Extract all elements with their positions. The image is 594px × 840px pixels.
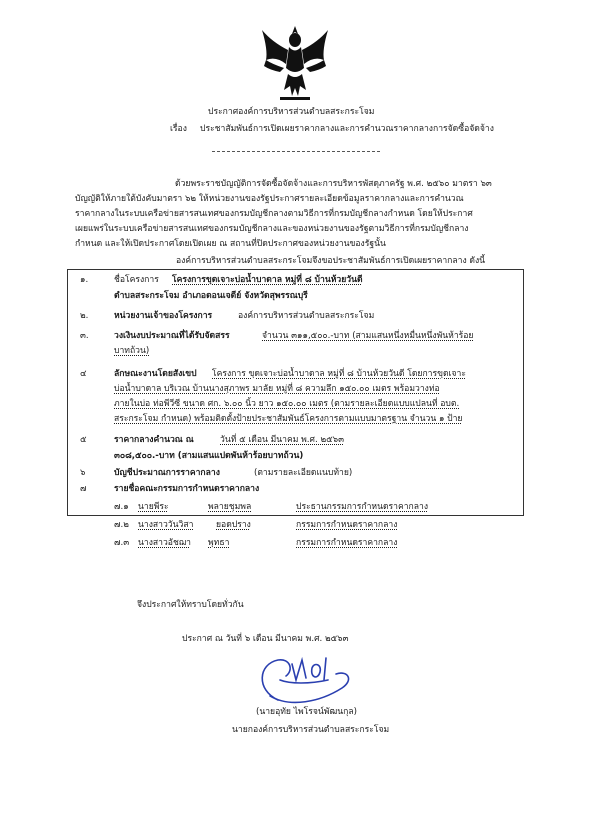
- announcement-org: ประกาศองค์การบริหารส่วนตำบลสระกระโจม: [208, 107, 375, 117]
- committee-1-surname: พลายชุมพล: [208, 502, 252, 512]
- subject-label: เรื่อง: [170, 124, 187, 134]
- median-price-value: ๓๐๘,๕๐๐.-บาท (สามแสนแปดพันห้าร้อยบาทถ้วน): [114, 451, 304, 461]
- item-label-committee: รายชื่อคณะกรรมการกำหนดราคากลาง: [114, 484, 260, 494]
- committee-3-no: ๗.๓: [114, 538, 130, 548]
- item-number-7: ๗: [80, 484, 87, 494]
- item-label-owner-agency: หน่วยงานเจ้าของโครงการ: [114, 311, 213, 321]
- subject-text: ประชาสัมพันธ์การเปิดเผยราคากลางและการคำนวณราคากลางการจัดซื้อจัดจ้าง: [200, 124, 494, 134]
- intro-line-6: องค์การบริหารส่วนตำบลสระกระโจมจึงขอประชาสัมพันธ์การเปิดเผยราคากลาง ดังนี้: [176, 256, 486, 266]
- committee-1-role: ประธานกรรมการกำหนดราคากลาง: [296, 502, 429, 512]
- item-number-5: ๕: [80, 435, 87, 445]
- intro-line-1: ด้วยพระราชบัญญัติการจัดซื้อจัดจ้างและการบริหารพัสดุภาครัฐ พ.ศ. ๒๕๖๐ มาตรา ๖๓: [175, 179, 492, 189]
- committee-2-surname: ยอดปราง: [216, 520, 251, 530]
- item-number-6: ๖: [80, 468, 86, 478]
- item-label-estimate: บัญชีประมาณการราคากลาง: [114, 468, 220, 478]
- median-price-date: วันที่ ๕ เดือน มีนาคม พ.ศ. ๒๕๖๓: [220, 435, 344, 445]
- item-label-budget: วงเงินงบประมาณที่ได้รับจัดสรร: [114, 331, 230, 341]
- signer-name: (นายอุทัย ไพโรจน์พัฒนกุล): [256, 707, 357, 717]
- committee-3-name: นางสาวอัชฌา: [138, 538, 191, 548]
- intro-line-5: กำหนด และให้เปิดประกาศโดยเปิดเผย ณ สถานที่ปิดประกาศของหน่วยงานของรัฐนั้น: [75, 239, 386, 249]
- scope-line-2: บ่อน้ำบาดาล บริเวณ บ้านนางสุภาพร มาลัย หมู่ที่ ๘ ความลึก ๑๕๐.๐๐ เมตร พร้อมวางท่อ: [114, 384, 440, 394]
- announcement-date: ประกาศ ณ วันที่ ๖ เดือน มีนาคม พ.ศ. ๒๕๖๓: [182, 634, 349, 644]
- committee-3-role: กรรมการกำหนดราคากลาง: [296, 538, 398, 548]
- project-location: ตำบลสระกระโจม อำเภอดอนเจดีย์ จังหวัดสุพรรณบุรี: [114, 291, 308, 301]
- item-number-3: ๓.: [80, 331, 89, 341]
- estimate-note: (ตามรายละเอียดแนบท้าย): [254, 468, 353, 478]
- committee-2-no: ๗.๒: [114, 520, 129, 530]
- project-name: โครงการขุดเจาะบ่อน้ำบาดาล หมู่ที่ ๘ บ้านห้วยวันดี: [172, 275, 363, 285]
- committee-2-role: กรรมการกำหนดราคากลาง: [296, 520, 398, 530]
- item-label-project-name: ชื่อโครงการ: [114, 275, 159, 285]
- intro-line-2: บัญญัติให้ภายใต้บังคับมาตรา ๖๒ ให้หน่วยงานของรัฐประกาศรายละเอียดข้อมูลราคากลางและการคำนวณ: [75, 194, 464, 204]
- budget-amount: จำนวน ๓๑๑,๕๐๐.-บาท (สามแสนหนึ่งหมื่นหนึ่งพันห้าร้อย: [262, 331, 474, 341]
- scope-line-4: สระกระโจม กำหนด) พร้อมติดตั้งป้ายประชาสัมพันธ์โครงการตามแบบมาตรฐาน จำนวน ๑ ป้าย: [114, 414, 463, 424]
- committee-1-no: ๗.๑: [114, 502, 129, 512]
- handwritten-signature: [250, 650, 360, 708]
- budget-amount-cont: บาทถ้วน): [114, 346, 150, 356]
- intro-line-4: เผยแพร่ในระบบเครือข่ายสารสนเทศของกรมบัญชีกลางและของหน่วยงานของรัฐตามวิธีการที่กรมบัญชีกลาง: [75, 224, 469, 234]
- item-number-4: ๔: [80, 369, 87, 379]
- item-label-median-price: ราคากลางคำนวณ ณ: [114, 435, 194, 445]
- item-label-scope: ลักษณะงานโดยสังเขป: [114, 369, 197, 379]
- committee-3-surname: พุทธา: [208, 538, 230, 548]
- intro-line-3: ราคากลางในระบบเครือข่ายสารสนเทศของกรมบัญชีกลางตามวิธีการที่กรมบัญชีกลางกำหนด โดยให้ประกาศ: [75, 209, 473, 219]
- scope-line-1: โครงการ ขุดเจาะบ่อน้ำบาดาล หมู่ที่ ๘ บ้านห้วยวันดี โดยการขุดเจาะ: [212, 369, 466, 379]
- garuda-emblem: [258, 20, 332, 102]
- owner-agency: องค์การบริหารส่วนตำบลสระกระโจม: [238, 311, 375, 321]
- signer-title: นายกองค์การบริหารส่วนตำบลสระกระโจม: [232, 725, 390, 735]
- committee-2-name: นางสาววันวิสา: [138, 520, 194, 530]
- separator-line: [212, 151, 380, 152]
- closing-statement: จึงประกาศให้ทราบโดยทั่วกัน: [137, 600, 244, 610]
- scope-line-3: ภายในบ่อ ท่อพีวีซี ขนาด ศก. ๖.๐๐ นิ้ว ยาว ๑๕๐.๐๐ เมตร (ตามรายละเอียดแบบแปลนที่ อบต.: [114, 399, 460, 409]
- item-number-2: ๒.: [80, 311, 89, 321]
- item-number-1: ๑.: [80, 275, 89, 285]
- committee-1-name: นายพีระ: [138, 502, 169, 512]
